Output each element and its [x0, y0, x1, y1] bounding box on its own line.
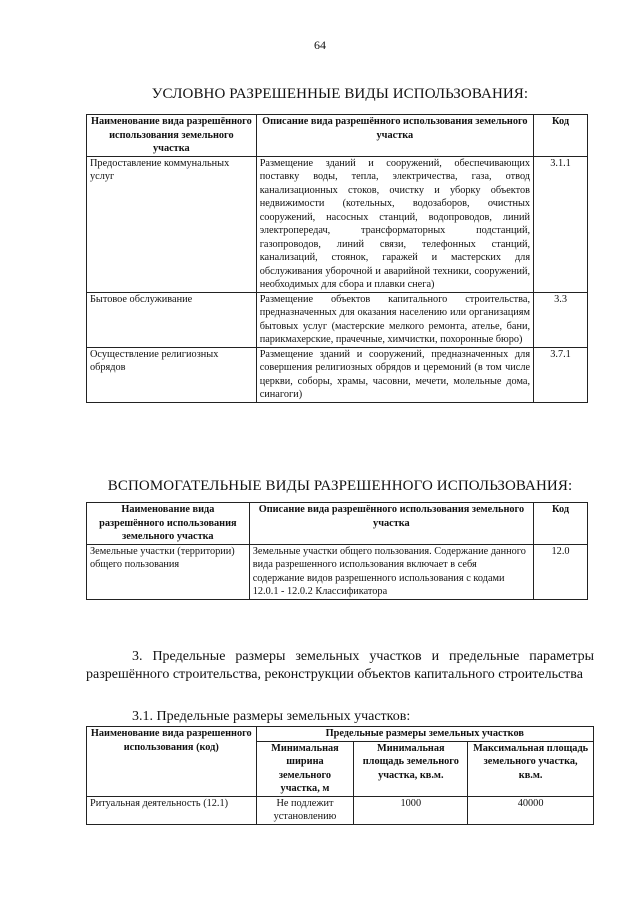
- cell-name: Ритуальная деятельность (12.1): [87, 796, 257, 824]
- cell-max-area: 40000: [468, 796, 594, 824]
- cell-name: Осуществление религиозных обрядов: [87, 347, 257, 402]
- cell-name: Земельные участки (территории) общего пользования: [87, 544, 250, 599]
- auxiliary-uses-table: [86, 502, 588, 600]
- header-min-width: Минимальная ширина земельного участка, м: [256, 741, 354, 796]
- header-name: Наименование вида разрешённого использования земельного участка: [87, 503, 250, 545]
- page-number: 64: [314, 38, 326, 52]
- paragraph-3-1: 3.1. Предельные размеры земельных участков:: [132, 709, 411, 724]
- cell-description: Земельные участки общего пользования. Содержание данного вида разрешенного использования включает в себя содержание видов разрешенного использования с кодами 12.0.1 - 12.0.2 Классификатора: [249, 544, 533, 599]
- cell-min-width: Не подлежит установлению: [256, 796, 354, 824]
- table-row: [87, 292, 588, 347]
- cell-code: 3.3: [534, 292, 588, 347]
- plot-size-limits-table: [86, 726, 594, 825]
- table-row: [87, 347, 588, 402]
- header-description: Описание вида разрешённого использования земельного участка: [256, 115, 533, 157]
- header-name: Наименование вида разрешенного использования (код): [87, 727, 257, 797]
- cell-description: Размещение зданий и сооружений, предназначенных для совершения религиозных обрядов и церемоний (в том числе церкви, соборы, храмы, часовни, мечети, молельные дома, синагоги): [256, 347, 533, 402]
- cell-description: Размещение зданий и сооружений, обеспечивающих поставку воды, тепла, электричества, газа, отвод канализационных стоков, очистку и уборку объектов недвижимости (котельных, водозаборов, очистных сооружений, насосных станций, водопроводов, линий электропередач, трансформаторных подстанций, газопроводов, линий связи, телефонных станций, канализаций, стоянок, гаражей и мастерских для обслуживания уборочной и аварийной техники, сооружений, необходимых для сбора и плавки снега): [256, 156, 533, 292]
- section1-heading: УСЛОВНО РАЗРЕШЕННЫЕ ВИДЫ ИСПОЛЬЗОВАНИЯ:: [151, 86, 529, 102]
- section2-heading: ВСПОМОГАТЕЛЬНЫЕ ВИДЫ РАЗРЕШЕННОГО ИСПОЛЬЗОВАНИЯ:: [107, 478, 573, 494]
- paragraph-3: 3. Предельные размеры земельных участков и предельные параметры разрешённого строительства, реконструкции объектов капитального строительства: [86, 649, 594, 682]
- cell-name: Предоставление коммунальных услуг: [87, 156, 257, 292]
- header-code: Код: [534, 115, 588, 157]
- header-min-area: Минимальная площадь земельного участка, кв.м.: [354, 741, 468, 796]
- table-header-row: [87, 115, 588, 157]
- header-description: Описание вида разрешённого использования земельного участка: [249, 503, 533, 545]
- cell-name: Бытовое обслуживание: [87, 292, 257, 347]
- table-row: [87, 156, 588, 292]
- table-row: [87, 544, 588, 599]
- cell-description: Размещение объектов капитального строительства, предназначенных для оказания населению или организациям бытовых услуг (мастерские мелкого ремонта, ателье, бани, парикмахерские, прачечные, химчистки, похоронные бюро): [256, 292, 533, 347]
- header-max-area: Максимальная площадь земельного участка, кв.м.: [468, 741, 594, 796]
- table-header-row: [87, 727, 594, 742]
- header-name: Наименование вида разрешённого использования земельного участка: [87, 115, 257, 157]
- cell-code: 3.1.1: [534, 156, 588, 292]
- header-group: Предельные размеры земельных участков: [256, 727, 593, 742]
- header-code: Код: [534, 503, 588, 545]
- cell-min-area: 1000: [354, 796, 468, 824]
- table-header-row: [87, 503, 588, 545]
- cell-code: 12.0: [534, 544, 588, 599]
- table-row: [87, 796, 594, 824]
- cell-code: 3.7.1: [534, 347, 588, 402]
- conditional-uses-table: [86, 114, 588, 403]
